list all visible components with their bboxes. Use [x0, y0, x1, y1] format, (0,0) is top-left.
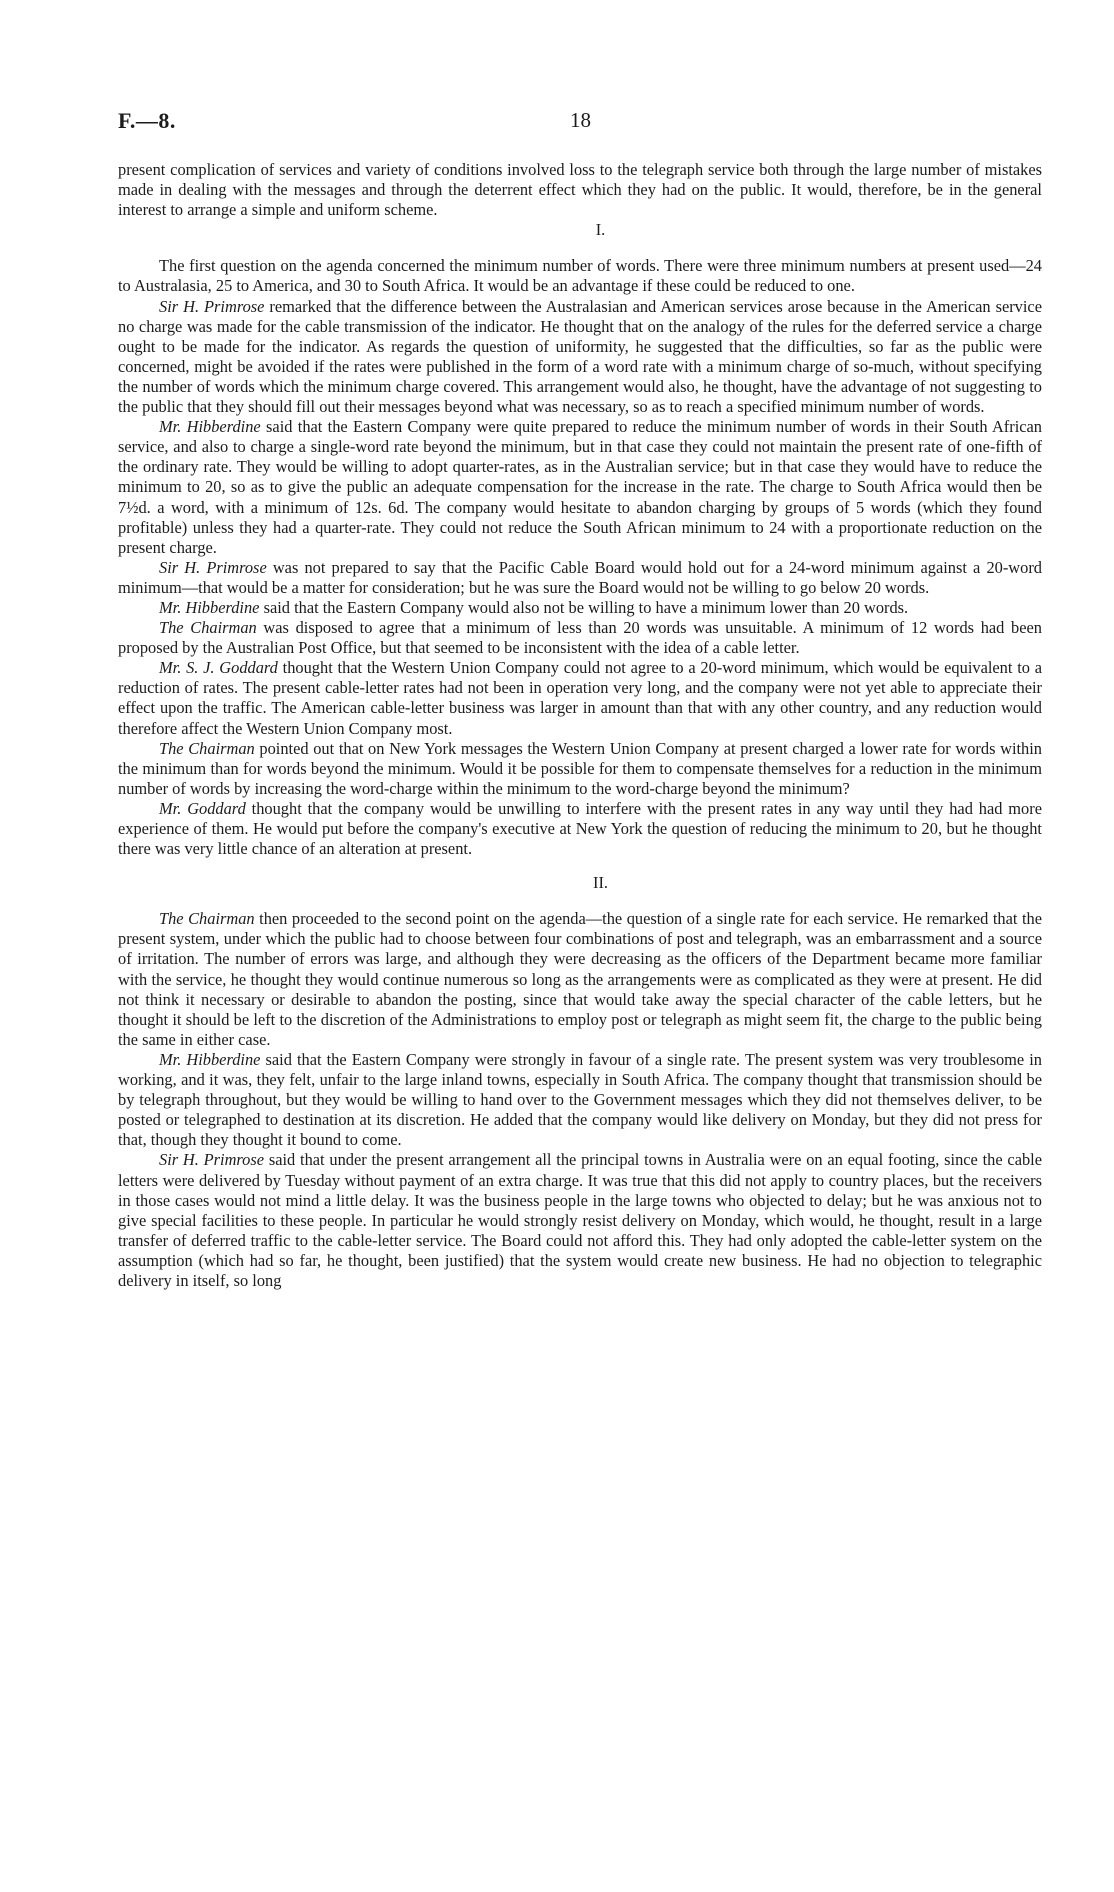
paragraph-intro: present complication of services and variety of conditions involved loss to the telegraph service both through the large number of mistakes made in dealing with the messages and through the deterrent effect which they had on the public. It would, therefore, be in the general interest to arrange a simple and uniform scheme. — [118, 160, 1042, 220]
paragraph-text: thought that the Western Union Company could not agree to a 20-word minimum, which would be equivalent to a reduction of rates. The present cable-letter rates had not been in operation very long, and the company were not yet able to appreciate their effect upon the traffic. The American cable-letter business was larger in amount than that with any other country, and any reduction would therefore affect the Western Union Company most. — [118, 658, 1042, 738]
paragraph — [118, 558, 1042, 598]
paragraph-text: said that the Eastern Company would also not be willing to have a minimum lower than 20 words. — [259, 597, 909, 617]
paragraph-text: said that under the present arrangement all the principal towns in Australia were on an equal footing, since the cable letters were delivered by Tuesday without payment of an extra charge. It was true that this did not apply to country places, but the receivers in those cases would not mind a little delay. It was the business people in the large towns who objected to delay; but he was anxious not to give special facilities to these people. In particular he would strongly resist delivery on Monday, which would, he thought, result in a large transfer of deferred traffic to the cable-letter service. The Board could not afford this. They had only adopted the cable-letter system on the assumption (which had so far, he thought, been justified) that the system would create new business. He had no objection to telegraphic delivery in itself, so long — [118, 1150, 1042, 1290]
paragraph: The first question on the agenda concerned the minimum number of words. There were three minimum numbers at present used—24 to Australasia, 25 to America, and 30 to South Africa. It would be an advantage if these could be reduced to one. — [118, 256, 1042, 296]
speaker-name: Mr. S. J. Goddard — [159, 658, 278, 678]
paragraph — [118, 598, 1042, 618]
paragraph — [118, 799, 1042, 859]
paragraph — [118, 297, 1042, 418]
paragraph — [118, 618, 1042, 658]
paragraph — [118, 658, 1042, 738]
paragraph-text: remarked that the difference between the Australasian and American services arose because in the American service no charge was made for the cable transmission of the indicator. He thought that on the analogy of the rules for the deferred service a charge ought to be made for the indicator. As regards the question of uniformity, he suggested that the difficulties, so far as the public were concerned, might be avoided if the rates were published in the form of a word rate with a minimum charge of so-much, without specifying the number of words which the minimum charge covered. This arrangement would also, he thought, have the advantage of not suggesting to the public that they should fill out their messages beyond what was necessary, so as to reach a specified minimum number of words. — [118, 296, 1042, 417]
paragraph — [118, 1050, 1042, 1150]
speaker-name: Mr. Goddard — [159, 798, 246, 818]
section-heading-1: I. — [595, 220, 606, 240]
paragraph-text: said that the Eastern Company were strongly in favour of a single rate. The present system was very troublesome in working, and it was, they felt, unfair to the large inland towns, especially in South Africa. The company thought that transmission should be by telegraph throughout, but they would be willing to hand over to the Government messages which they did not themselves deliver, to be posted or telegraphed to destination at its discretion. He added that the company would like delivery on Monday, but they did not press for that, though they thought it bound to come. — [118, 1049, 1042, 1150]
paragraph — [118, 417, 1042, 558]
paragraph — [118, 739, 1042, 799]
paragraph — [118, 909, 1042, 1050]
page-number: 18 — [570, 108, 591, 132]
paragraph-text: thought that the company would be unwilling to interfere with the present rates in any way until they had had more experience of them. He would put before the company's executive at New York the question of reducing the minimum to 20, but he thought there was very little chance of an alteration at present. — [118, 798, 1042, 859]
document-body — [118, 160, 1042, 1291]
paragraph-text: said that the Eastern Company were quite prepared to reduce the minimum number of words in their South African service, and also to charge a single-word rate beyond the minimum, but in that case they could not maintain the present rate of one-fifth of the ordinary rate. They would be willing to adopt quarter-rates, as in the Australian service; but in that case they would have to reduce the minimum to 20, so as to give the public an adequate compensation for the increase in the rate. The charge to South Africa would then be 7½d. a word, with a minimum of 12s. 6d. The company would hesitate to abandon charging by groups of 5 words (which they found profitable) unless they had a quarter-rate. They could not reduce the South African minimum to 24 with a proportionate reduction on the present charge. — [118, 417, 1042, 557]
paragraph-text: pointed out that on New York messages the Western Union Company at present charged a lower rate for words within the minimum than for words beyond the minimum. Would it be possible for them to compensate themselves for a reduction in the minimum number of words by increasing the word-charge within the minimum to the word-charge beyond the minimum? — [118, 738, 1042, 798]
speaker-name: The Chairman — [159, 909, 255, 929]
paragraph-text: then proceeded to the second point on the agenda—the question of a single rate for each service. He remarked that the present system, under which the public had to choose between four combinations of post and telegraph, was an embarrassment and a source of irritation. The number of errors was large, and although they were decreasing as the officers of the Department became more familiar with the service, he thought they would continue numerous so long as the arrangements were as complicated as they were at present. He did not think it necessary or desirable to abandon the posting, since that would take away the special character of the cable letters, but he thought it should be left to the discretion of the Administrations to employ post or telegraph as might seem fit, the charge to the public being the same in either case. — [118, 909, 1042, 1049]
paragraph-text: was not prepared to say that the Pacific Cable Board would hold out for a 24-word minimum against a 20-word minimum—that would be a matter for consideration; but he was sure the Board would not be willing to go below 20 words. — [118, 557, 1042, 597]
speaker-name: Mr. Hibberdine — [159, 417, 261, 437]
speaker-name: Mr. Hibberdine — [159, 1049, 261, 1069]
speaker-name: The Chairman — [159, 738, 255, 758]
page-reference: F.—8. — [118, 108, 176, 133]
paragraph — [118, 1150, 1042, 1291]
speaker-name: Sir H. Primrose — [159, 557, 267, 577]
speaker-name: Sir H. Primrose — [159, 1150, 265, 1170]
speaker-name: Mr. Hibberdine — [159, 597, 260, 617]
paragraph-text: was disposed to agree that a minimum of less than 20 words was unsuitable. A minimum of 12 words had been proposed by the Australian Post Office, but that seemed to be inconsistent with the idea of a cable letter. — [118, 618, 1042, 658]
speaker-name: Sir H. Primrose — [159, 296, 265, 316]
section-heading-2: II. — [592, 873, 608, 893]
speaker-name: The Chairman — [159, 618, 257, 638]
